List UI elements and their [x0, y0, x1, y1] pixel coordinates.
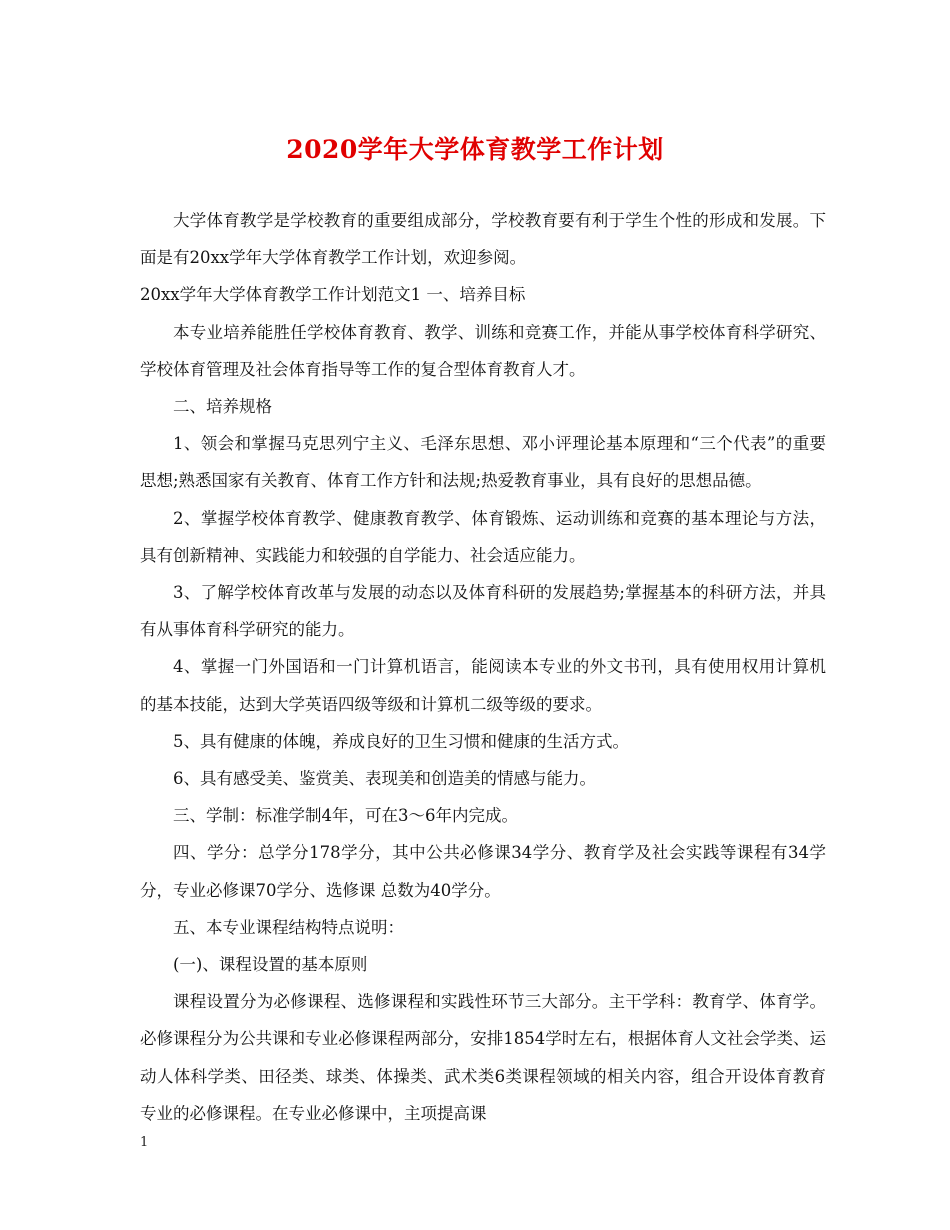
paragraph-spec-2: 2、掌握学校体育教学、健康教育教学、体育锻炼、运动训练和竞赛的基本理论与方法，具有创新精神、实践能力和较强的自学能力、社会适应能力。 [140, 508, 826, 565]
paragraph-spec-5: 5、具有健康的体魄，养成良好的卫生习惯和健康的生活方式。 [173, 731, 629, 751]
paragraph-curriculum-heading: 五、本专业课程结构特点说明： [173, 917, 404, 937]
paragraph-curriculum-setup: 课程设置分为必修课程、选修课程和实践性环节三大部分。主干学科：教育学、体育学。必修课程分为公共课和专业必修课程两部分，安排1854学时左右，根据体育人文社会学类、运动人体科学类、田径类、球类、体操类、武术类6类课程领域的相关内容，组合开设体育教育专业的必修课程。在专业必修课中，主项提高课 [140, 992, 826, 1123]
paragraph-spec-6: 6、具有感受美、鉴赏美、表现美和创造美的情感与能力。 [173, 769, 596, 789]
paragraph-spec-1: 1、领会和掌握马克思列宁主义、毛泽东思想、邓小评理论基本原理和“三个代表”的重要思想;熟悉国家有关教育、体育工作方针和法规;热爱教育事业，具有良好的思想品德。 [140, 434, 826, 491]
paragraph-spec-4: 4、掌握一门外国语和一门计算机语言，能阅读本专业的外文书刊，具有使用权用计算机的基本技能，达到大学英语四级等级和计算机二级等级的要求。 [140, 657, 826, 714]
paragraph-training-goal: 本专业培养能胜任学校体育教育、教学、训练和竞赛工作，并能从事学校体育科学研究、学校体育管理及社会体育指导等工作的复合型体育教育人才。 [140, 322, 826, 379]
paragraph-credits: 四、学分：总学分178学分，其中公共必修课34学分、教育学及社会实践等课程有34学分，专业必修课70学分、选修课 总数为40学分。 [140, 843, 826, 900]
paragraph-intro: 大学体育教学是学校教育的重要组成部分，学校教育要有利于学生个性的形成和发展。下面是有20xx学年大学体育教学工作计划，欢迎参阅。 [140, 211, 826, 268]
document-title: 2020学年大学体育教学工作计划 [286, 135, 664, 164]
paragraph-plan-heading: 20xx学年大学体育教学工作计划范文1 一、培养目标 [140, 285, 526, 305]
document-body [140, 202, 826, 1132]
paragraph-spec-3: 3、了解学校体育改革与发展的动态以及体育科研的发展趋势;掌握基本的科研方法，并具有从事体育科学研究的能力。 [140, 583, 826, 640]
page-number: 1 [140, 1135, 149, 1150]
paragraph-schooling-system: 三、学制：标准学制4年，可在3～6年内完成。 [173, 806, 518, 826]
paragraph-curriculum-principles-heading: (一)、课程设置的基本原则 [173, 955, 368, 975]
paragraph-training-spec-heading: 二、培养规格 [173, 397, 272, 417]
